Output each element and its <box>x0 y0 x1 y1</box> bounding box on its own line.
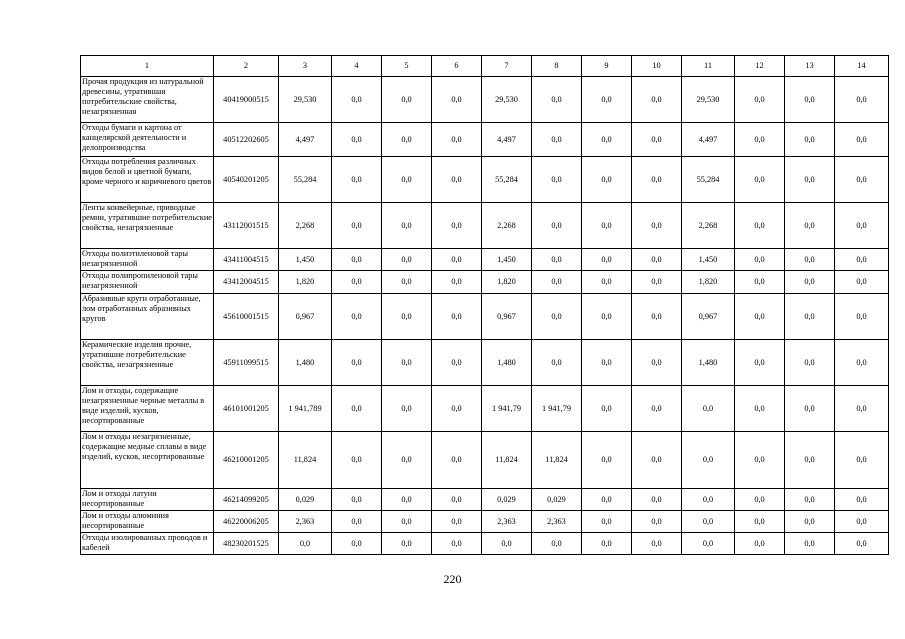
table-row <box>81 157 889 203</box>
value-cell: 4,497 <box>682 123 735 157</box>
value-cell: 0,0 <box>332 533 382 555</box>
value-cell: 0,0 <box>279 533 332 555</box>
value-cell: 0,0 <box>582 77 632 123</box>
value-cell: 0,0 <box>332 511 382 533</box>
column-header: 14 <box>835 56 889 77</box>
value-cell: 0,0 <box>382 489 432 511</box>
waste-code-cell: 46210001205 <box>214 432 279 489</box>
value-cell: 0,967 <box>682 294 735 340</box>
value-cell: 0,0 <box>785 203 835 249</box>
value-cell: 0,0 <box>532 340 582 386</box>
value-cell: 0,0 <box>382 294 432 340</box>
value-cell: 0,0 <box>382 340 432 386</box>
value-cell: 11,824 <box>279 432 332 489</box>
value-cell: 0,0 <box>532 203 582 249</box>
value-cell: 11,824 <box>532 432 582 489</box>
value-cell: 29,530 <box>279 77 332 123</box>
value-cell: 0,0 <box>332 271 382 294</box>
value-cell: 0,0 <box>432 157 482 203</box>
value-cell: 29,530 <box>482 77 532 123</box>
value-cell: 0,0 <box>632 203 682 249</box>
value-cell: 0,0 <box>735 340 785 386</box>
waste-name-cell: Керамические изделия прочие, утратившие потребительские свойства, незагрязненные <box>81 340 214 386</box>
value-cell: 2,363 <box>532 511 582 533</box>
value-cell: 0,0 <box>332 432 382 489</box>
table-row <box>81 489 889 511</box>
value-cell: 0,029 <box>532 489 582 511</box>
table-row <box>81 249 889 271</box>
table-row <box>81 511 889 533</box>
column-header: 4 <box>332 56 382 77</box>
value-cell: 0,0 <box>332 203 382 249</box>
value-cell: 0,0 <box>582 386 632 432</box>
value-cell: 0,0 <box>632 489 682 511</box>
waste-code-cell: 40512202605 <box>214 123 279 157</box>
value-cell: 0,029 <box>279 489 332 511</box>
waste-name-cell: Ленты конвейерные, приводные ремни, утратившие потребительские свойства, незагрязненные <box>81 203 214 249</box>
waste-name-cell: Лом и отходы незагрязненные, содержащие медные сплавы в виде изделий, кусков, несортированные <box>81 432 214 489</box>
value-cell: 0,0 <box>382 123 432 157</box>
value-cell: 0,0 <box>785 249 835 271</box>
value-cell: 0,0 <box>785 123 835 157</box>
value-cell: 0,0 <box>735 203 785 249</box>
waste-name-cell: Отходы бумаги и картона от канцелярской деятельности и делопроизводства <box>81 123 214 157</box>
value-cell: 0,0 <box>735 123 785 157</box>
column-header: 2 <box>214 56 279 77</box>
column-header: 12 <box>735 56 785 77</box>
value-cell: 0,0 <box>682 432 735 489</box>
column-header: 6 <box>432 56 482 77</box>
value-cell: 0,0 <box>835 249 889 271</box>
waste-name-cell: Отходы изолированных проводов и кабелей <box>81 533 214 555</box>
table-row <box>81 271 889 294</box>
value-cell: 0,0 <box>835 123 889 157</box>
value-cell: 1 941,789 <box>279 386 332 432</box>
table-row <box>81 386 889 432</box>
value-cell: 0,0 <box>785 511 835 533</box>
value-cell: 0,0 <box>632 340 682 386</box>
value-cell: 0,0 <box>432 511 482 533</box>
column-header: 3 <box>279 56 332 77</box>
value-cell: 0,0 <box>532 533 582 555</box>
column-header: 10 <box>632 56 682 77</box>
value-cell: 0,0 <box>482 533 532 555</box>
value-cell: 0,0 <box>682 511 735 533</box>
value-cell: 0,0 <box>835 386 889 432</box>
value-cell: 0,0 <box>432 203 482 249</box>
value-cell: 0,0 <box>432 294 482 340</box>
value-cell: 0,0 <box>382 249 432 271</box>
waste-code-cell: 46101001205 <box>214 386 279 432</box>
value-cell: 2,363 <box>482 511 532 533</box>
table-row <box>81 123 889 157</box>
value-cell: 0,0 <box>332 386 382 432</box>
value-cell: 1,450 <box>279 249 332 271</box>
table-row <box>81 340 889 386</box>
table-row <box>81 533 889 555</box>
value-cell: 1,820 <box>682 271 735 294</box>
waste-code-cell: 43112001515 <box>214 203 279 249</box>
value-cell: 0,0 <box>632 294 682 340</box>
value-cell: 0,0 <box>582 533 632 555</box>
value-cell: 0,967 <box>482 294 532 340</box>
waste-name-cell: Прочая продукция из натуральной древесины, утратившая потребительские свойства, незагрязненная <box>81 77 214 123</box>
value-cell: 0,0 <box>835 77 889 123</box>
waste-name-cell: Абразивные круги отработанные, лом отработанных абразивных кругов <box>81 294 214 340</box>
waste-name-cell: Лом и отходы латуни несортированные <box>81 489 214 511</box>
value-cell: 0,0 <box>532 157 582 203</box>
value-cell: 0,0 <box>632 249 682 271</box>
value-cell: 0,0 <box>432 77 482 123</box>
value-cell: 2,268 <box>482 203 532 249</box>
value-cell: 0,0 <box>682 386 735 432</box>
value-cell: 1,820 <box>279 271 332 294</box>
waste-name-cell: Лом и отходы алюминия несортированные <box>81 511 214 533</box>
column-header: 9 <box>582 56 632 77</box>
value-cell: 0,0 <box>332 294 382 340</box>
value-cell: 0,0 <box>332 77 382 123</box>
value-cell: 0,0 <box>582 511 632 533</box>
column-header: 7 <box>482 56 532 77</box>
waste-name-cell: Отходы потребления различных видов белой и цветной бумаги, кроме черного и коричневого цветов <box>81 157 214 203</box>
value-cell: 0,0 <box>835 271 889 294</box>
value-cell: 0,0 <box>532 249 582 271</box>
value-cell: 0,0 <box>735 77 785 123</box>
value-cell: 0,0 <box>835 432 889 489</box>
value-cell: 0,0 <box>735 432 785 489</box>
value-cell: 55,284 <box>482 157 532 203</box>
value-cell: 0,0 <box>835 157 889 203</box>
value-cell: 0,0 <box>835 203 889 249</box>
value-cell: 2,363 <box>279 511 332 533</box>
value-cell: 0,0 <box>382 386 432 432</box>
value-cell: 0,0 <box>582 489 632 511</box>
value-cell: 0,0 <box>735 294 785 340</box>
value-cell: 0,0 <box>582 203 632 249</box>
value-cell: 0,0 <box>682 489 735 511</box>
value-cell: 0,0 <box>432 386 482 432</box>
value-cell: 0,0 <box>432 432 482 489</box>
value-cell: 1,480 <box>279 340 332 386</box>
value-cell: 0,0 <box>432 123 482 157</box>
table-body <box>81 56 889 555</box>
value-cell: 0,0 <box>632 157 682 203</box>
value-cell: 1 941,79 <box>532 386 582 432</box>
value-cell: 0,0 <box>582 340 632 386</box>
value-cell: 0,0 <box>835 294 889 340</box>
value-cell: 2,268 <box>279 203 332 249</box>
value-cell: 0,0 <box>785 294 835 340</box>
value-cell: 0,0 <box>632 271 682 294</box>
waste-name-cell: Отходы полиэтиленовой тары незагрязненной <box>81 249 214 271</box>
value-cell: 0,0 <box>382 432 432 489</box>
value-cell: 0,0 <box>582 157 632 203</box>
value-cell: 0,0 <box>785 432 835 489</box>
table-row <box>81 77 889 123</box>
value-cell: 1,820 <box>482 271 532 294</box>
waste-code-cell: 45610001515 <box>214 294 279 340</box>
value-cell: 0,967 <box>279 294 332 340</box>
table-row <box>81 203 889 249</box>
value-cell: 0,0 <box>582 123 632 157</box>
value-cell: 0,0 <box>532 77 582 123</box>
waste-code-cell: 40540201205 <box>214 157 279 203</box>
value-cell: 0,0 <box>332 340 382 386</box>
value-cell: 0,0 <box>582 432 632 489</box>
waste-code-cell: 46220006205 <box>214 511 279 533</box>
column-header: 1 <box>81 56 214 77</box>
value-cell: 55,284 <box>279 157 332 203</box>
value-cell: 0,0 <box>632 533 682 555</box>
value-cell: 0,029 <box>482 489 532 511</box>
waste-code-cell: 45911099515 <box>214 340 279 386</box>
value-cell: 0,0 <box>735 489 785 511</box>
value-cell: 0,0 <box>735 157 785 203</box>
value-cell: 0,0 <box>632 77 682 123</box>
value-cell: 0,0 <box>582 271 632 294</box>
value-cell: 0,0 <box>835 340 889 386</box>
table-row <box>81 294 889 340</box>
header-row <box>81 56 889 77</box>
value-cell: 0,0 <box>785 489 835 511</box>
value-cell: 0,0 <box>432 249 482 271</box>
waste-table <box>80 55 889 555</box>
waste-code-cell: 48230201525 <box>214 533 279 555</box>
value-cell: 0,0 <box>332 123 382 157</box>
value-cell: 0,0 <box>785 386 835 432</box>
waste-code-cell: 43411004515 <box>214 249 279 271</box>
value-cell: 0,0 <box>582 294 632 340</box>
value-cell: 0,0 <box>835 533 889 555</box>
value-cell: 0,0 <box>582 249 632 271</box>
value-cell: 0,0 <box>332 489 382 511</box>
value-cell: 0,0 <box>785 157 835 203</box>
column-header: 11 <box>682 56 735 77</box>
value-cell: 0,0 <box>632 511 682 533</box>
value-cell: 29,530 <box>682 77 735 123</box>
value-cell: 0,0 <box>332 249 382 271</box>
column-header: 8 <box>532 56 582 77</box>
value-cell: 4,497 <box>482 123 532 157</box>
value-cell: 0,0 <box>835 511 889 533</box>
value-cell: 0,0 <box>382 511 432 533</box>
value-cell: 0,0 <box>382 157 432 203</box>
value-cell: 0,0 <box>382 271 432 294</box>
value-cell: 0,0 <box>785 271 835 294</box>
value-cell: 0,0 <box>632 386 682 432</box>
value-cell: 0,0 <box>632 123 682 157</box>
value-cell: 0,0 <box>432 533 482 555</box>
value-cell: 0,0 <box>632 432 682 489</box>
waste-name-cell: Лом и отходы, содержащие незагрязненные черные металлы в виде изделий, кусков, несортированные <box>81 386 214 432</box>
value-cell: 0,0 <box>432 271 482 294</box>
value-cell: 0,0 <box>735 249 785 271</box>
value-cell: 0,0 <box>785 77 835 123</box>
value-cell: 1,480 <box>682 340 735 386</box>
value-cell: 11,824 <box>482 432 532 489</box>
waste-code-cell: 43412004515 <box>214 271 279 294</box>
column-header: 13 <box>785 56 835 77</box>
value-cell: 0,0 <box>532 294 582 340</box>
page-number: 220 <box>443 572 462 586</box>
value-cell: 1,450 <box>482 249 532 271</box>
value-cell: 0,0 <box>735 533 785 555</box>
waste-name-cell: Отходы полипропиленовой тары незагрязненной <box>81 271 214 294</box>
value-cell: 0,0 <box>382 77 432 123</box>
value-cell: 1 941,79 <box>482 386 532 432</box>
value-cell: 0,0 <box>532 271 582 294</box>
value-cell: 0,0 <box>682 533 735 555</box>
value-cell: 1,480 <box>482 340 532 386</box>
value-cell: 2,268 <box>682 203 735 249</box>
value-cell: 4,497 <box>279 123 332 157</box>
value-cell: 0,0 <box>735 271 785 294</box>
value-cell: 1,450 <box>682 249 735 271</box>
waste-code-cell: 46214099205 <box>214 489 279 511</box>
value-cell: 0,0 <box>735 511 785 533</box>
value-cell: 0,0 <box>382 533 432 555</box>
value-cell: 0,0 <box>735 386 785 432</box>
waste-code-cell: 40419000515 <box>214 77 279 123</box>
value-cell: 0,0 <box>432 340 482 386</box>
value-cell: 0,0 <box>332 157 382 203</box>
value-cell: 0,0 <box>835 489 889 511</box>
value-cell: 0,0 <box>785 533 835 555</box>
column-header: 5 <box>382 56 432 77</box>
value-cell: 55,284 <box>682 157 735 203</box>
value-cell: 0,0 <box>785 340 835 386</box>
value-cell: 0,0 <box>432 489 482 511</box>
value-cell: 0,0 <box>532 123 582 157</box>
table-row <box>81 432 889 489</box>
value-cell: 0,0 <box>382 203 432 249</box>
